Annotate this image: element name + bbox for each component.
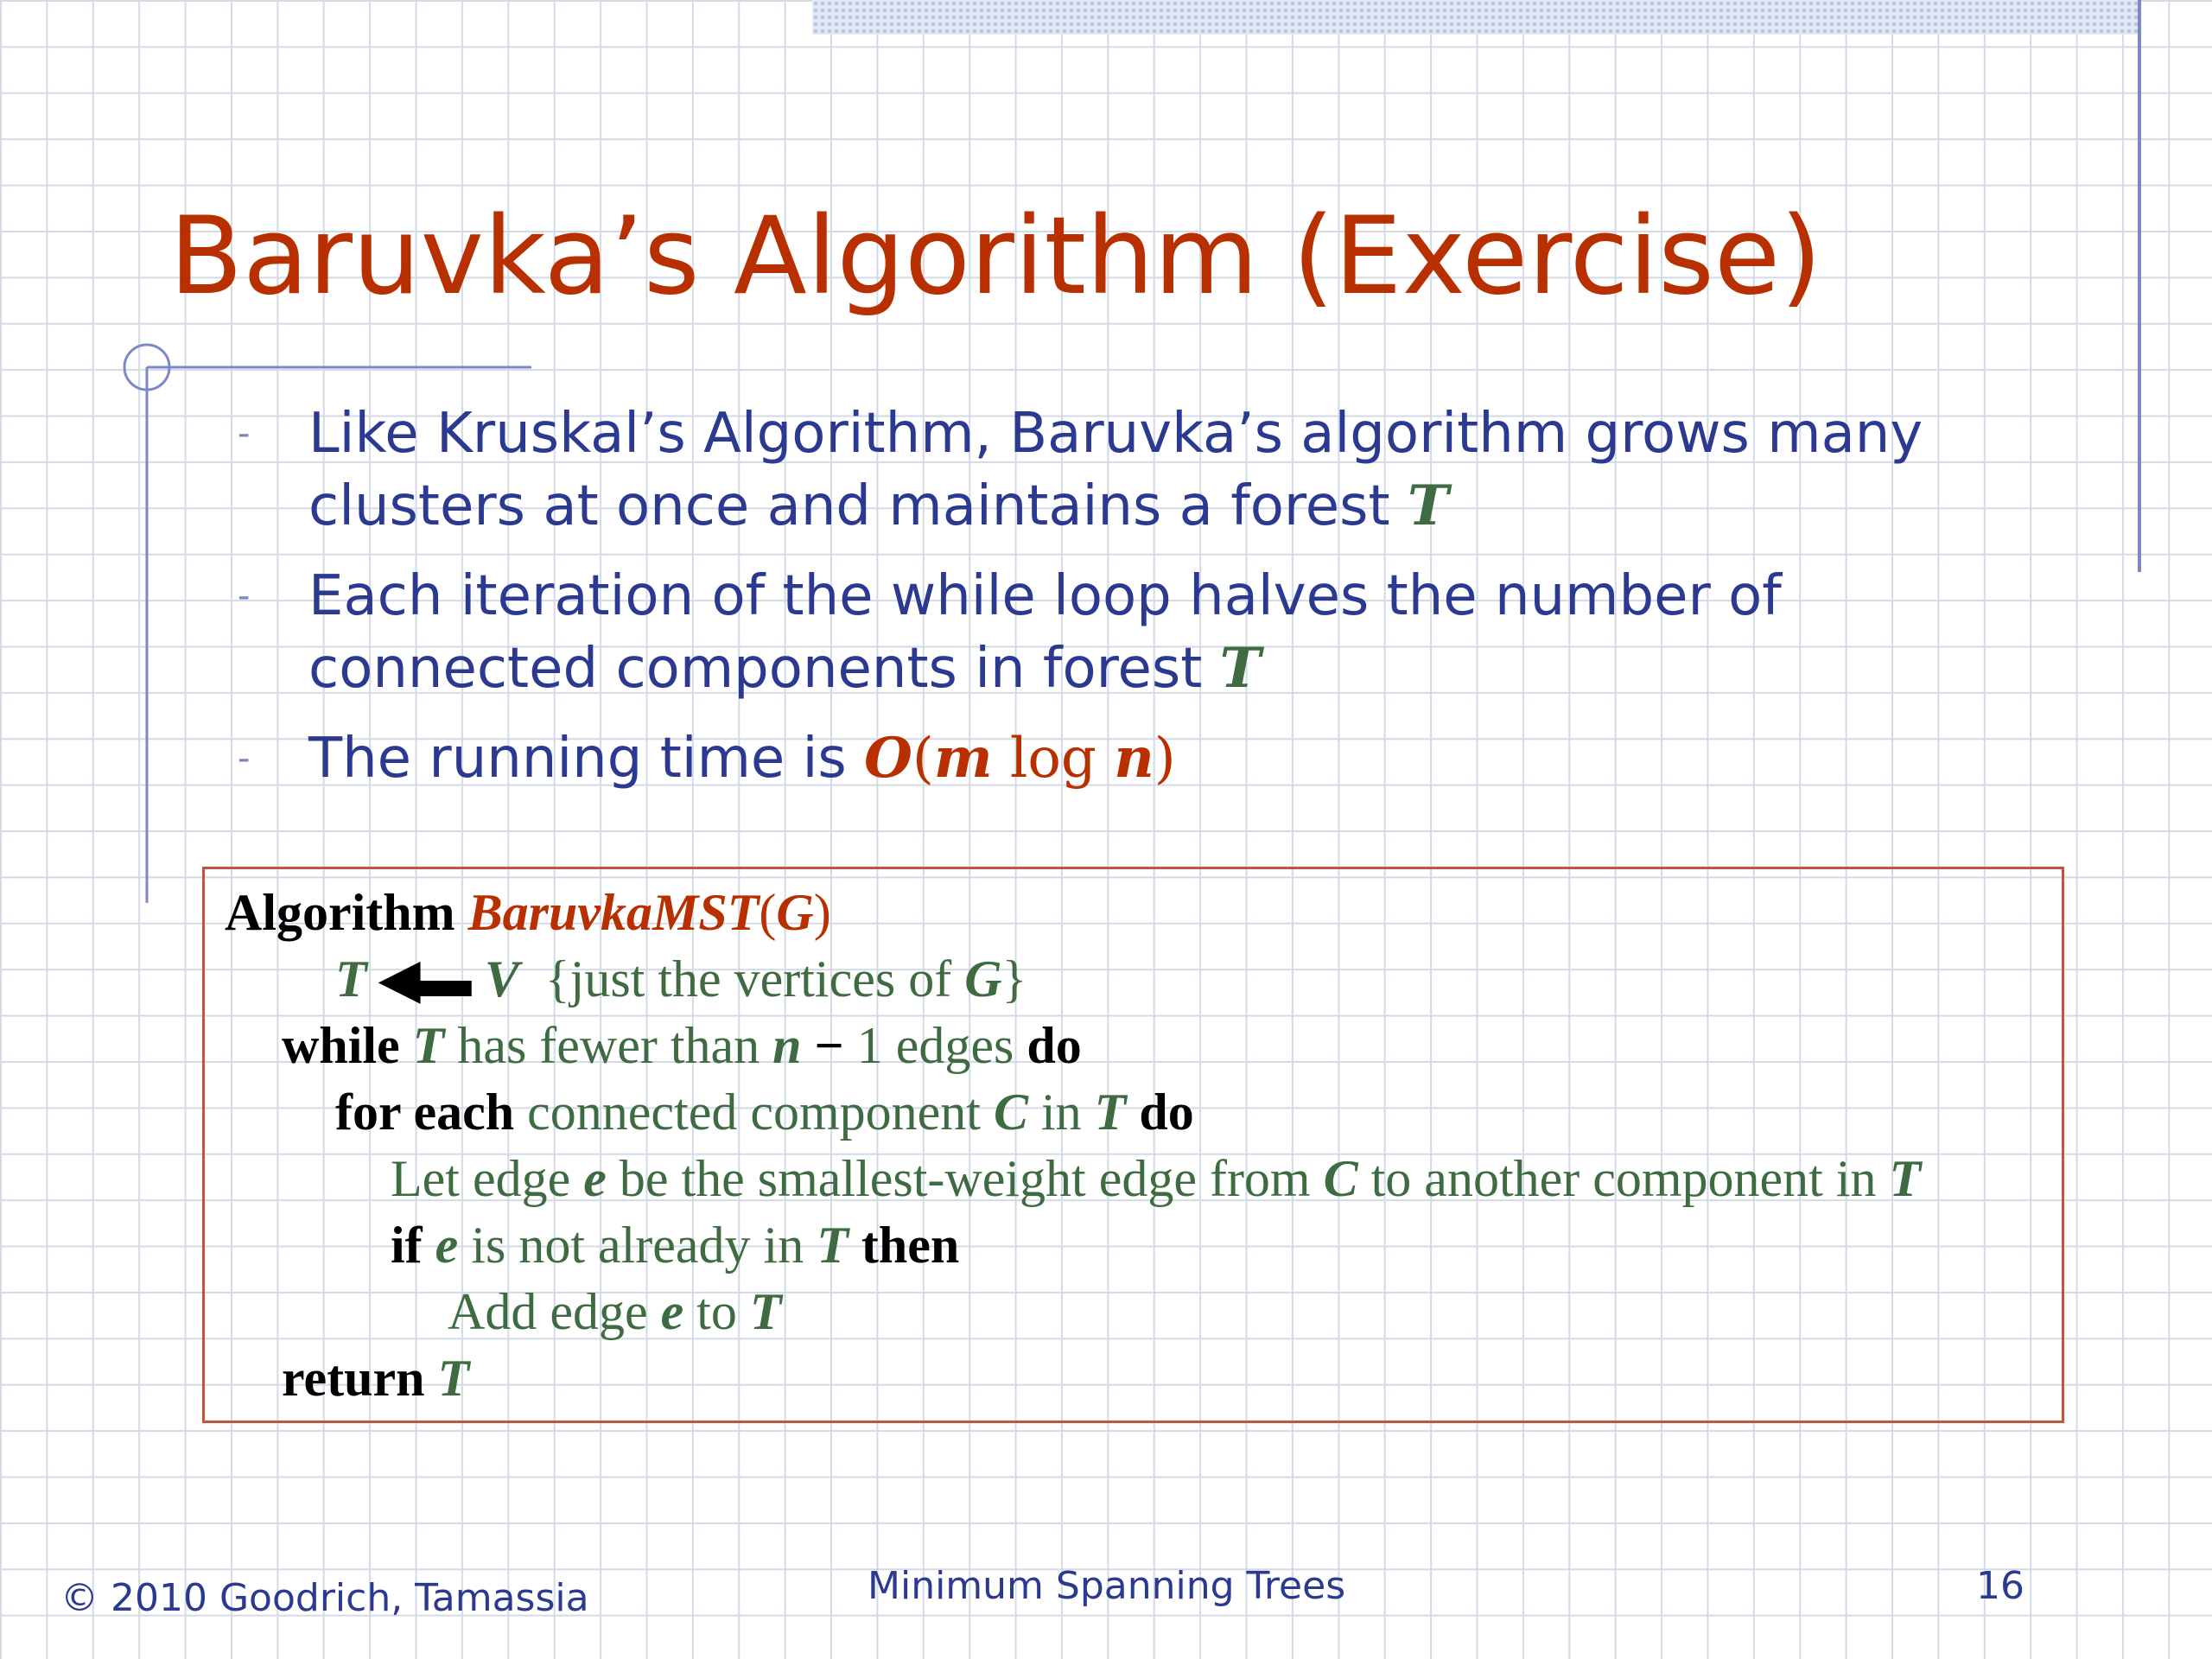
algo-line-return <box>225 1345 1921 1412</box>
keyword-then: then <box>861 1217 960 1274</box>
algorithm-code <box>225 880 1921 1412</box>
bullet-dash: - <box>238 739 251 779</box>
keyword-return: return <box>282 1350 425 1407</box>
bullet-text: Like Kruskal’s Algorithm, Baruvka’s algorithm grows many <box>308 402 1923 466</box>
var-t: T <box>412 1017 445 1074</box>
algo-line-add <box>225 1279 1921 1345</box>
paren-close: ) <box>1154 727 1176 791</box>
var-c: C <box>1323 1150 1358 1207</box>
code-text: has fewer than <box>444 1017 773 1074</box>
keyword-algorithm: Algorithm <box>225 884 455 941</box>
bullet-list <box>238 397 2095 812</box>
algo-line-for <box>225 1079 1921 1146</box>
var-e: e <box>435 1217 459 1274</box>
footer-page-number: 16 <box>1976 1564 2024 1608</box>
code-text: Let edge <box>391 1150 584 1207</box>
var-e: e <box>583 1150 607 1207</box>
var-t: T <box>1094 1084 1127 1141</box>
algo-line-if <box>225 1212 1921 1279</box>
bullet-item <box>238 722 2095 795</box>
paren-open: ( <box>759 884 777 941</box>
var-m: m <box>933 726 993 791</box>
algo-line-let <box>225 1146 1921 1212</box>
assign-arrow-icon: ◀▬ <box>379 950 472 1007</box>
forest-variable: T <box>1407 474 1449 538</box>
bullet-text: clusters at once and maintains a forest <box>308 474 1408 538</box>
comment-close: } <box>1001 950 1027 1007</box>
keyword-while: while <box>282 1017 400 1074</box>
big-o: O <box>864 726 912 791</box>
var-t: T <box>335 950 367 1007</box>
keyword-do: do <box>1027 1017 1082 1074</box>
slide-title: Baruvka’s Algorithm (Exercise) <box>169 194 1822 319</box>
footer-copyright: © 2010 Goodrich, Tamassia <box>60 1576 589 1620</box>
right-vertical-rule <box>2138 0 2141 572</box>
keyword-for-each: for each <box>335 1084 515 1141</box>
var-n: n <box>1114 726 1154 791</box>
algorithm-name: BaruvkaMST <box>467 884 760 941</box>
algo-line-while <box>225 1013 1921 1079</box>
top-decorative-band <box>812 0 2139 35</box>
keyword-if: if <box>391 1217 423 1274</box>
var-t: T <box>749 1283 782 1340</box>
code-text: in <box>1028 1084 1095 1141</box>
code-text: connected component <box>514 1084 994 1141</box>
code-text: to another component in <box>1357 1150 1890 1207</box>
comment-text: {just the vertices of <box>544 950 965 1007</box>
bullet-text: connected components in forest <box>308 637 1220 701</box>
bullet-item <box>238 397 2095 543</box>
footer-topic: Minimum Spanning Trees <box>868 1564 1346 1608</box>
algo-line-header <box>225 880 1921 946</box>
bullet-item <box>238 560 2095 705</box>
bullet-text: The running time is <box>308 727 865 791</box>
var-e: e <box>660 1283 684 1340</box>
log-text: log <box>992 727 1115 791</box>
code-text: is not already in <box>458 1217 817 1274</box>
var-c: C <box>993 1084 1028 1141</box>
var-t: T <box>437 1350 470 1407</box>
code-text: Add edge <box>448 1283 661 1340</box>
paren-open: ( <box>912 727 934 791</box>
bullet-dash: - <box>238 414 251 454</box>
var-t: T <box>1889 1150 1922 1207</box>
var-v: V <box>484 950 519 1007</box>
var-g: G <box>964 950 1002 1007</box>
forest-variable: T <box>1219 636 1262 701</box>
code-text: 1 edges <box>843 1017 1027 1074</box>
minus-sign: − <box>814 1017 844 1074</box>
keyword-do: do <box>1139 1084 1194 1141</box>
var-n: n <box>772 1017 802 1074</box>
algo-line-init <box>225 946 1921 1013</box>
paren-close: ) <box>813 884 831 941</box>
bullet-text: Each iteration of the while loop halves the number of <box>308 564 1782 628</box>
var-t: T <box>817 1217 849 1274</box>
bullet-dash: - <box>238 576 251 616</box>
arg-g: G <box>776 884 814 941</box>
code-text: be the smallest-weight edge from <box>606 1150 1324 1207</box>
code-text: to <box>683 1283 750 1340</box>
